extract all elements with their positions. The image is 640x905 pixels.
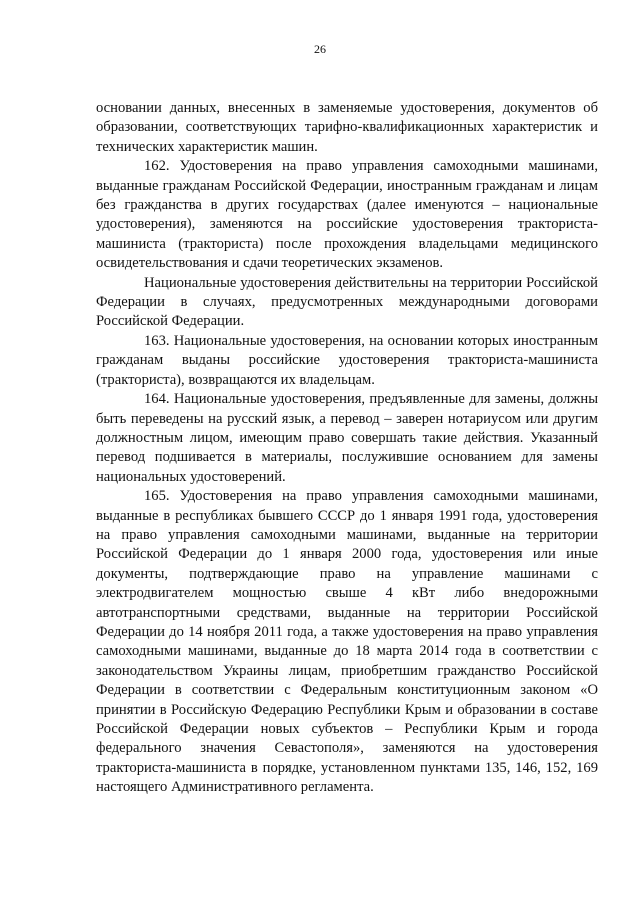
- paragraph-165: 165. Удостоверения на право управления самоходными машинами, выданные в республиках бывшего СССР до 1 января 1991 года, удостоверения на право управления самоходными машинами, выданные на территории Российской Федерации до 1 января 2000 года, удостоверения или иные документы, подтверждающие право на управление машинами с электродвигателем мощностью свыше 4 кВт либо внедорожными автотранспортными средствами, выданные на территории Российской Федерации до 14 ноября 2011 года, а также удостоверения на право управления самоходными машинами, выданные до 18 марта 2014 года в соответствии с законодательством Украины лицам, приобретшим гражданство Российской Федерации в соответствии с Федеральным конституционным законом «О принятии в Российскую Федерацию Республики Крым и образовании в составе Российской Федерации новых субъектов – Республики Крым и города федерального значения Севастополя», заменяются на удостоверения тракториста-машиниста в порядке, установленном пунктами 135, 146, 152, 169 настоящего Административного регламента.: [96, 488, 598, 796]
- paragraph-national-validity: Национальные удостоверения действительны на территории Российской Федерации в случаях, предусмотренных международными договорами Российской Федерации.: [96, 274, 598, 330]
- document-body: [96, 99, 598, 798]
- paragraph-163: 163. Национальные удостоверения, на основании которых иностранным гражданам выданы российские удостоверения тракториста-машиниста (тракториста), возвращаются их владельцам.: [96, 332, 598, 388]
- paragraph-162: 162. Удостоверения на право управления самоходными машинами, выданные гражданам Российской Федерации, иностранным гражданам и лицам без гражданства в других государствах (далее именуются – национальные удостоверения), заменяются на российские удостоверения тракториста-машиниста (тракториста) после прохождения владельцами медицинского освидетельствования и сдачи теоретических экзаменов.: [96, 158, 598, 272]
- paragraph-continuation: основании данных, внесенных в заменяемые удостоверения, документов об образовании, соответствующих тарифно-квалификационных характеристик и технических характеристик машин.: [96, 100, 598, 155]
- paragraph-164: 164. Национальные удостоверения, предъявленные для замены, должны быть переведены на русский язык, а перевод – заверен нотариусом или другим должностным лицом, имеющим право совершать такие действия. Указанный перевод подшивается в материалы, послужившие основанием для замены национальных удостоверений.: [96, 391, 598, 485]
- page-number: 26: [314, 42, 326, 56]
